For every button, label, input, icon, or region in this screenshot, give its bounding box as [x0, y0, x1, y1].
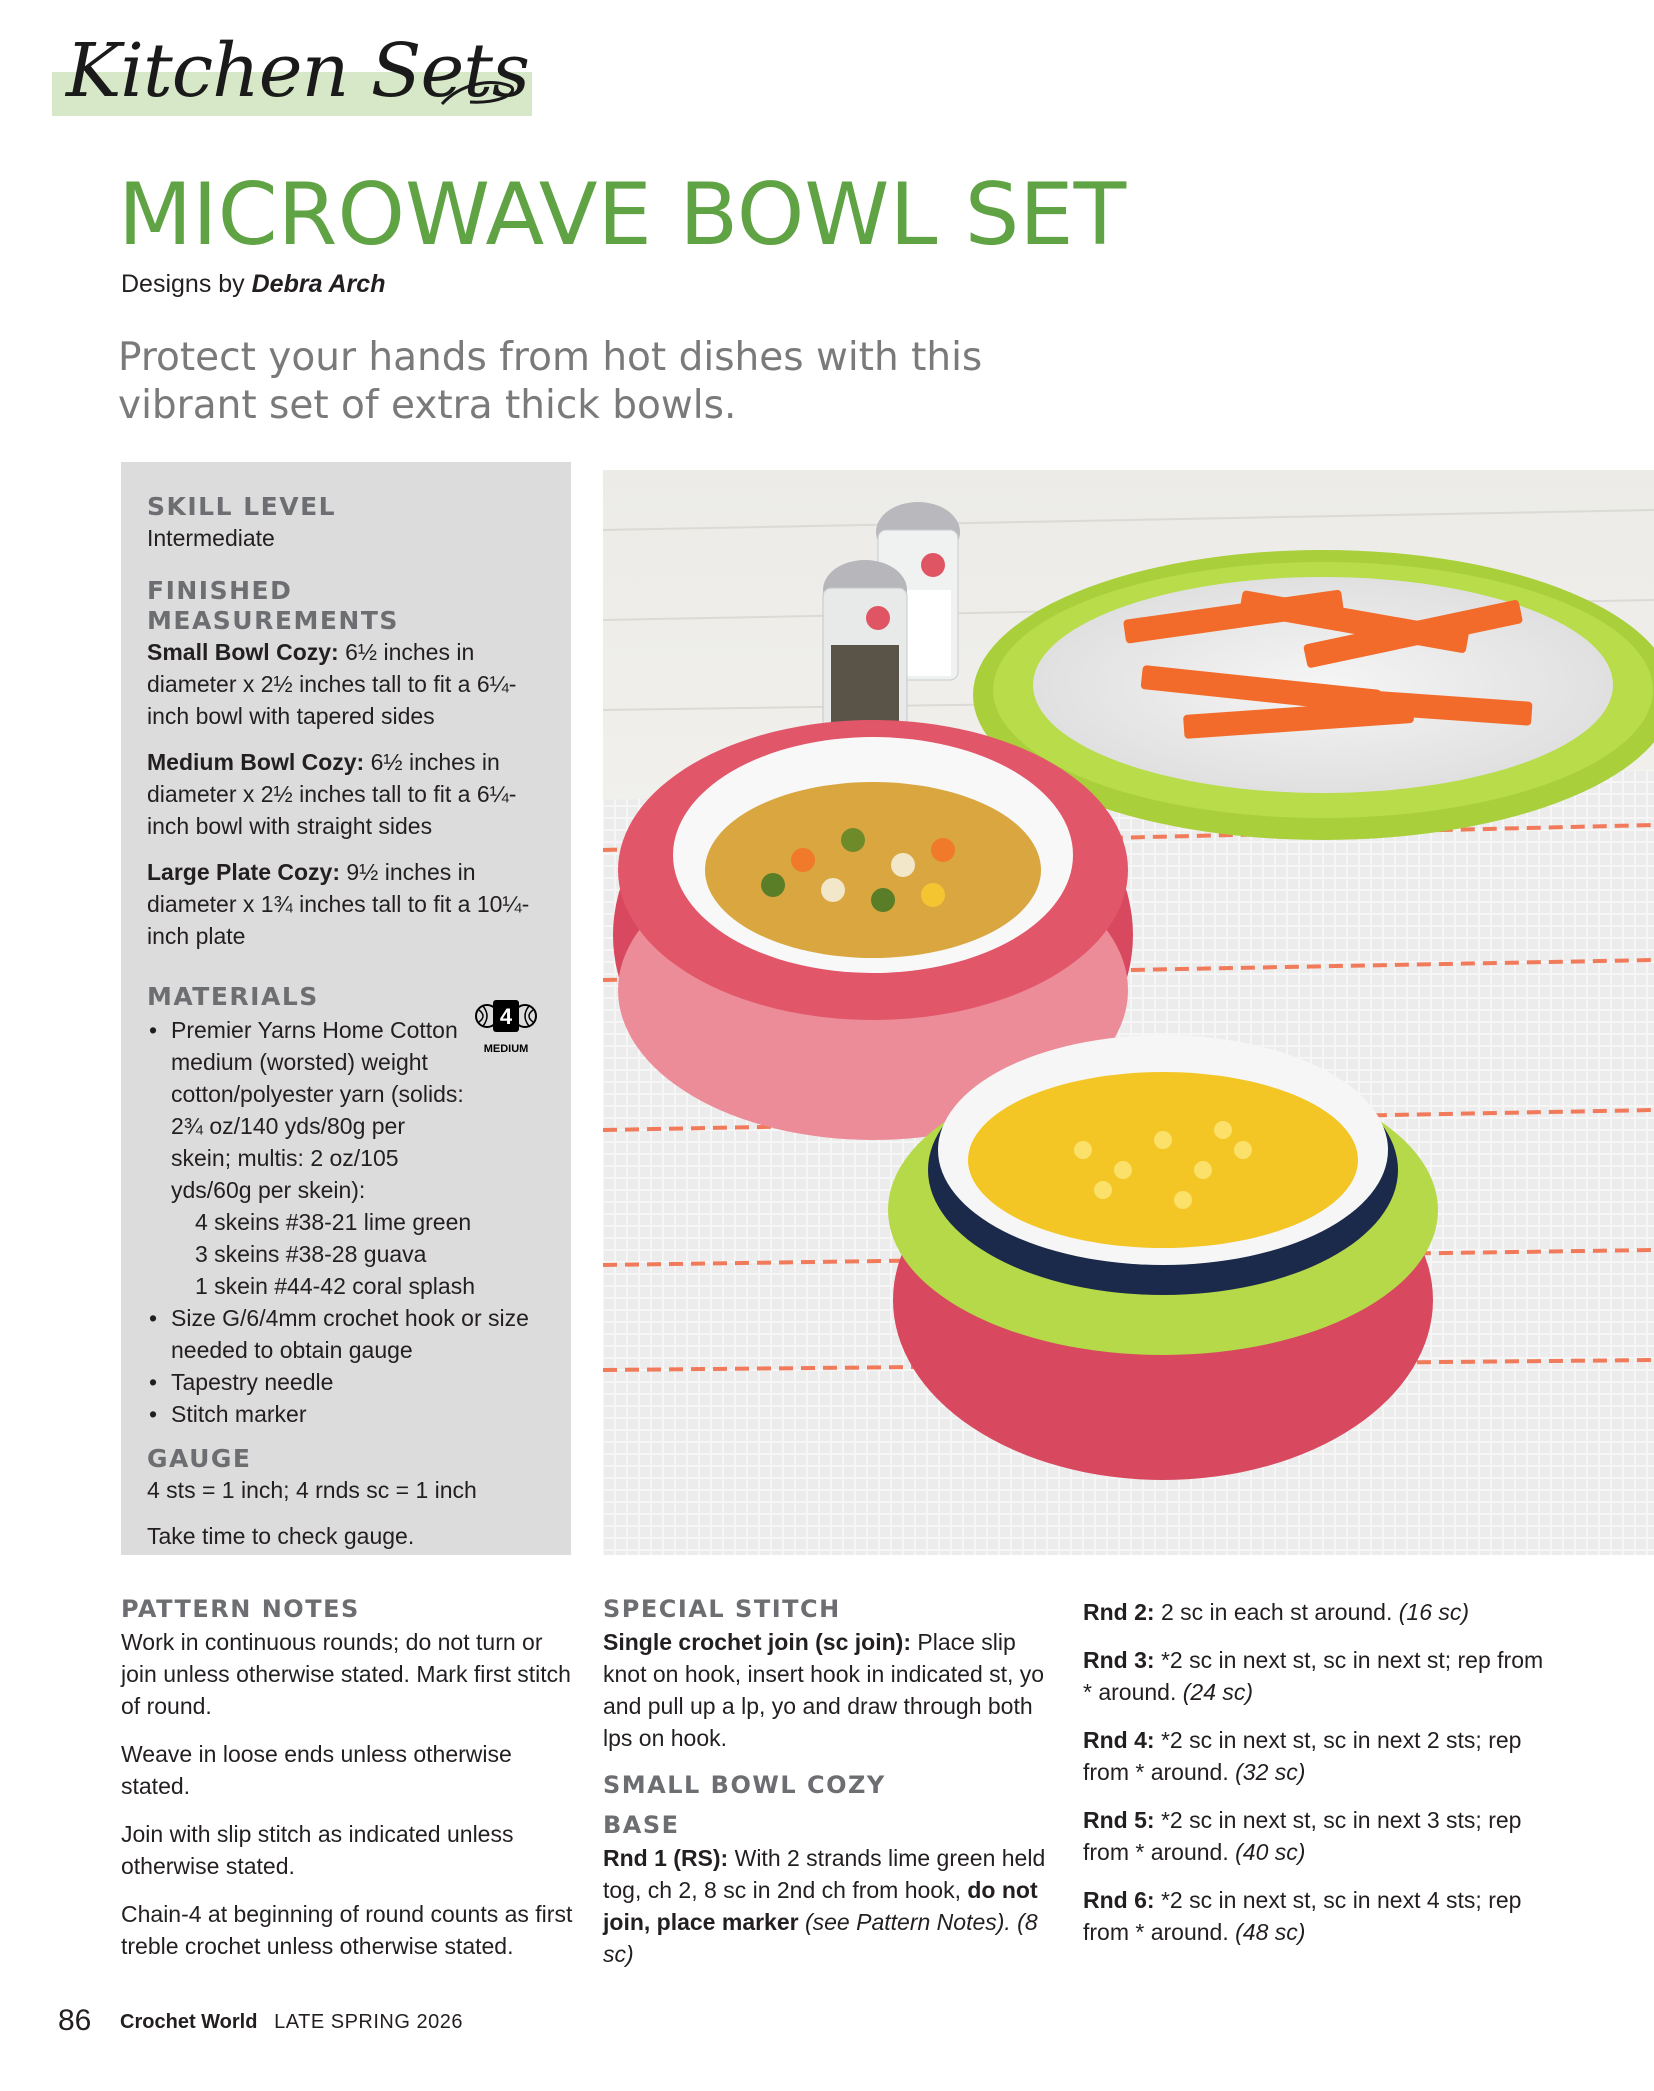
medium-yarn-weight-icon — [473, 992, 539, 1058]
round-5-instruction: Rnd 5: *2 sc in next st, sc in next 3 sts; rep from * around. (40 sc) — [1083, 1807, 1522, 1865]
magazine-name: Crochet World — [120, 2011, 258, 2033]
medium-bowl-measurement: Medium Bowl Cozy: 6½ inches in diameter x 2½ inches tall to fit a 6¼-inch bowl with straight sides — [147, 749, 517, 839]
pattern-note: Weave in loose ends unless otherwise stated. — [121, 1741, 512, 1799]
material-yarn-guava: 3 skeins #38-28 guava — [195, 1241, 427, 1267]
section-script-title: Kitchen Sets — [66, 28, 529, 114]
yarn-weight-label: MEDIUM — [483, 1043, 529, 1055]
round-4-instruction: Rnd 4: *2 sc in next st, sc in next 2 sts; rep from * around. (32 sc) — [1083, 1727, 1522, 1785]
material-yarn-coral: 1 skein #44-42 coral splash — [195, 1273, 475, 1299]
finished-measurements-heading: FINISHED MEASUREMENTS — [147, 576, 399, 635]
materials-list — [147, 1014, 545, 1430]
intro-text: Protect your hands from hot dishes with this vibrant set of extra thick bowls. — [118, 335, 983, 428]
small-bowl-cozy-heading: SMALL BOWL COZY — [603, 1771, 886, 1799]
issue-date: LATE SPRING 2026 — [274, 2011, 463, 2033]
special-stitch-text: Single crochet join (sc join): Place slip knot on hook, insert hook in indicated st, yo and pull up a lp, yo and draw through both lps on hook. — [603, 1629, 1045, 1751]
skill-level-heading: SKILL LEVEL — [147, 492, 337, 521]
pattern-note: Work in continuous rounds; do not turn or join unless otherwise stated. Mark first stitch of round. — [121, 1629, 571, 1719]
pattern-info-sidebar — [121, 462, 571, 1555]
yarn-weight-number: 4 — [499, 1004, 513, 1029]
material-needle: • Tapestry needle — [147, 1366, 545, 1398]
small-bowl-measurement: Small Bowl Cozy: 6½ inches in diameter x 2½ inches tall to fit a 6¼-inch bowl with tapered sides — [147, 639, 517, 729]
material-yarn: • Premier Yarns Home Cotton medium (worsted) weight cotton/polyester yarn (solids: 2¾ oz/140 yds/80g per skein; multis: 2 oz/105 yds/60g per skein): 4 skeins #38-21 lime green 3 skeins #38-28 guava 1 skein #44-42 coral splash — [147, 1014, 545, 1302]
special-stitch-column — [603, 1594, 1063, 1986]
material-yarn-lime: 4 skeins #38-21 lime green — [195, 1209, 472, 1235]
round-1-instruction: Rnd 1 (RS): With 2 strands lime green held tog, ch 2, 8 sc in 2nd ch from hook, do not join, place marker (see Pattern Notes). (8 sc) — [603, 1845, 1046, 1967]
materials-heading: MATERIALS — [147, 982, 319, 1011]
page-footer — [58, 2004, 463, 2038]
page-title: MICROWAVE BOWL SET — [118, 165, 1127, 265]
pattern-note: Join with slip stitch as indicated unless otherwise stated. — [121, 1821, 514, 1879]
round-2-instruction: Rnd 2: 2 sc in each st around. (16 sc) — [1083, 1599, 1470, 1625]
designer-credit: Designs by Debra Arch — [121, 270, 386, 298]
round-3-instruction: Rnd 3: *2 sc in next st, sc in next st; rep from * around. (24 sc) — [1083, 1647, 1544, 1705]
page-number: 86 — [58, 2004, 92, 2037]
special-stitch-heading: SPECIAL STITCH — [603, 1595, 841, 1623]
pattern-notes-column — [121, 1594, 581, 1978]
large-plate-measurement: Large Plate Cozy: 9½ inches in diameter x 1¾ inches tall to fit a 10¼-inch plate — [147, 859, 530, 949]
base-heading: BASE — [603, 1811, 680, 1839]
pattern-notes-heading: PATTERN NOTES — [121, 1595, 360, 1623]
material-marker: • Stitch marker — [147, 1398, 545, 1430]
gauge-heading: GAUGE — [147, 1444, 252, 1473]
designer-name: Debra Arch — [251, 270, 386, 298]
material-hook: • Size G/6/4mm crochet hook or size needed to obtain gauge — [147, 1302, 545, 1366]
round-instructions-column — [1083, 1594, 1553, 1964]
pattern-note: Chain-4 at beginning of round counts as first treble crochet unless otherwise stated. — [121, 1901, 573, 1959]
gauge-note: Take time to check gauge. — [147, 1523, 415, 1549]
product-photo — [603, 470, 1654, 1555]
skill-level-value: Intermediate — [147, 525, 275, 551]
gauge-text: 4 sts = 1 inch; 4 rnds sc = 1 inch — [147, 1477, 477, 1503]
script-swash-icon — [440, 74, 520, 114]
round-6-instruction: Rnd 6: *2 sc in next st, sc in next 4 sts; rep from * around. (48 sc) — [1083, 1887, 1522, 1945]
